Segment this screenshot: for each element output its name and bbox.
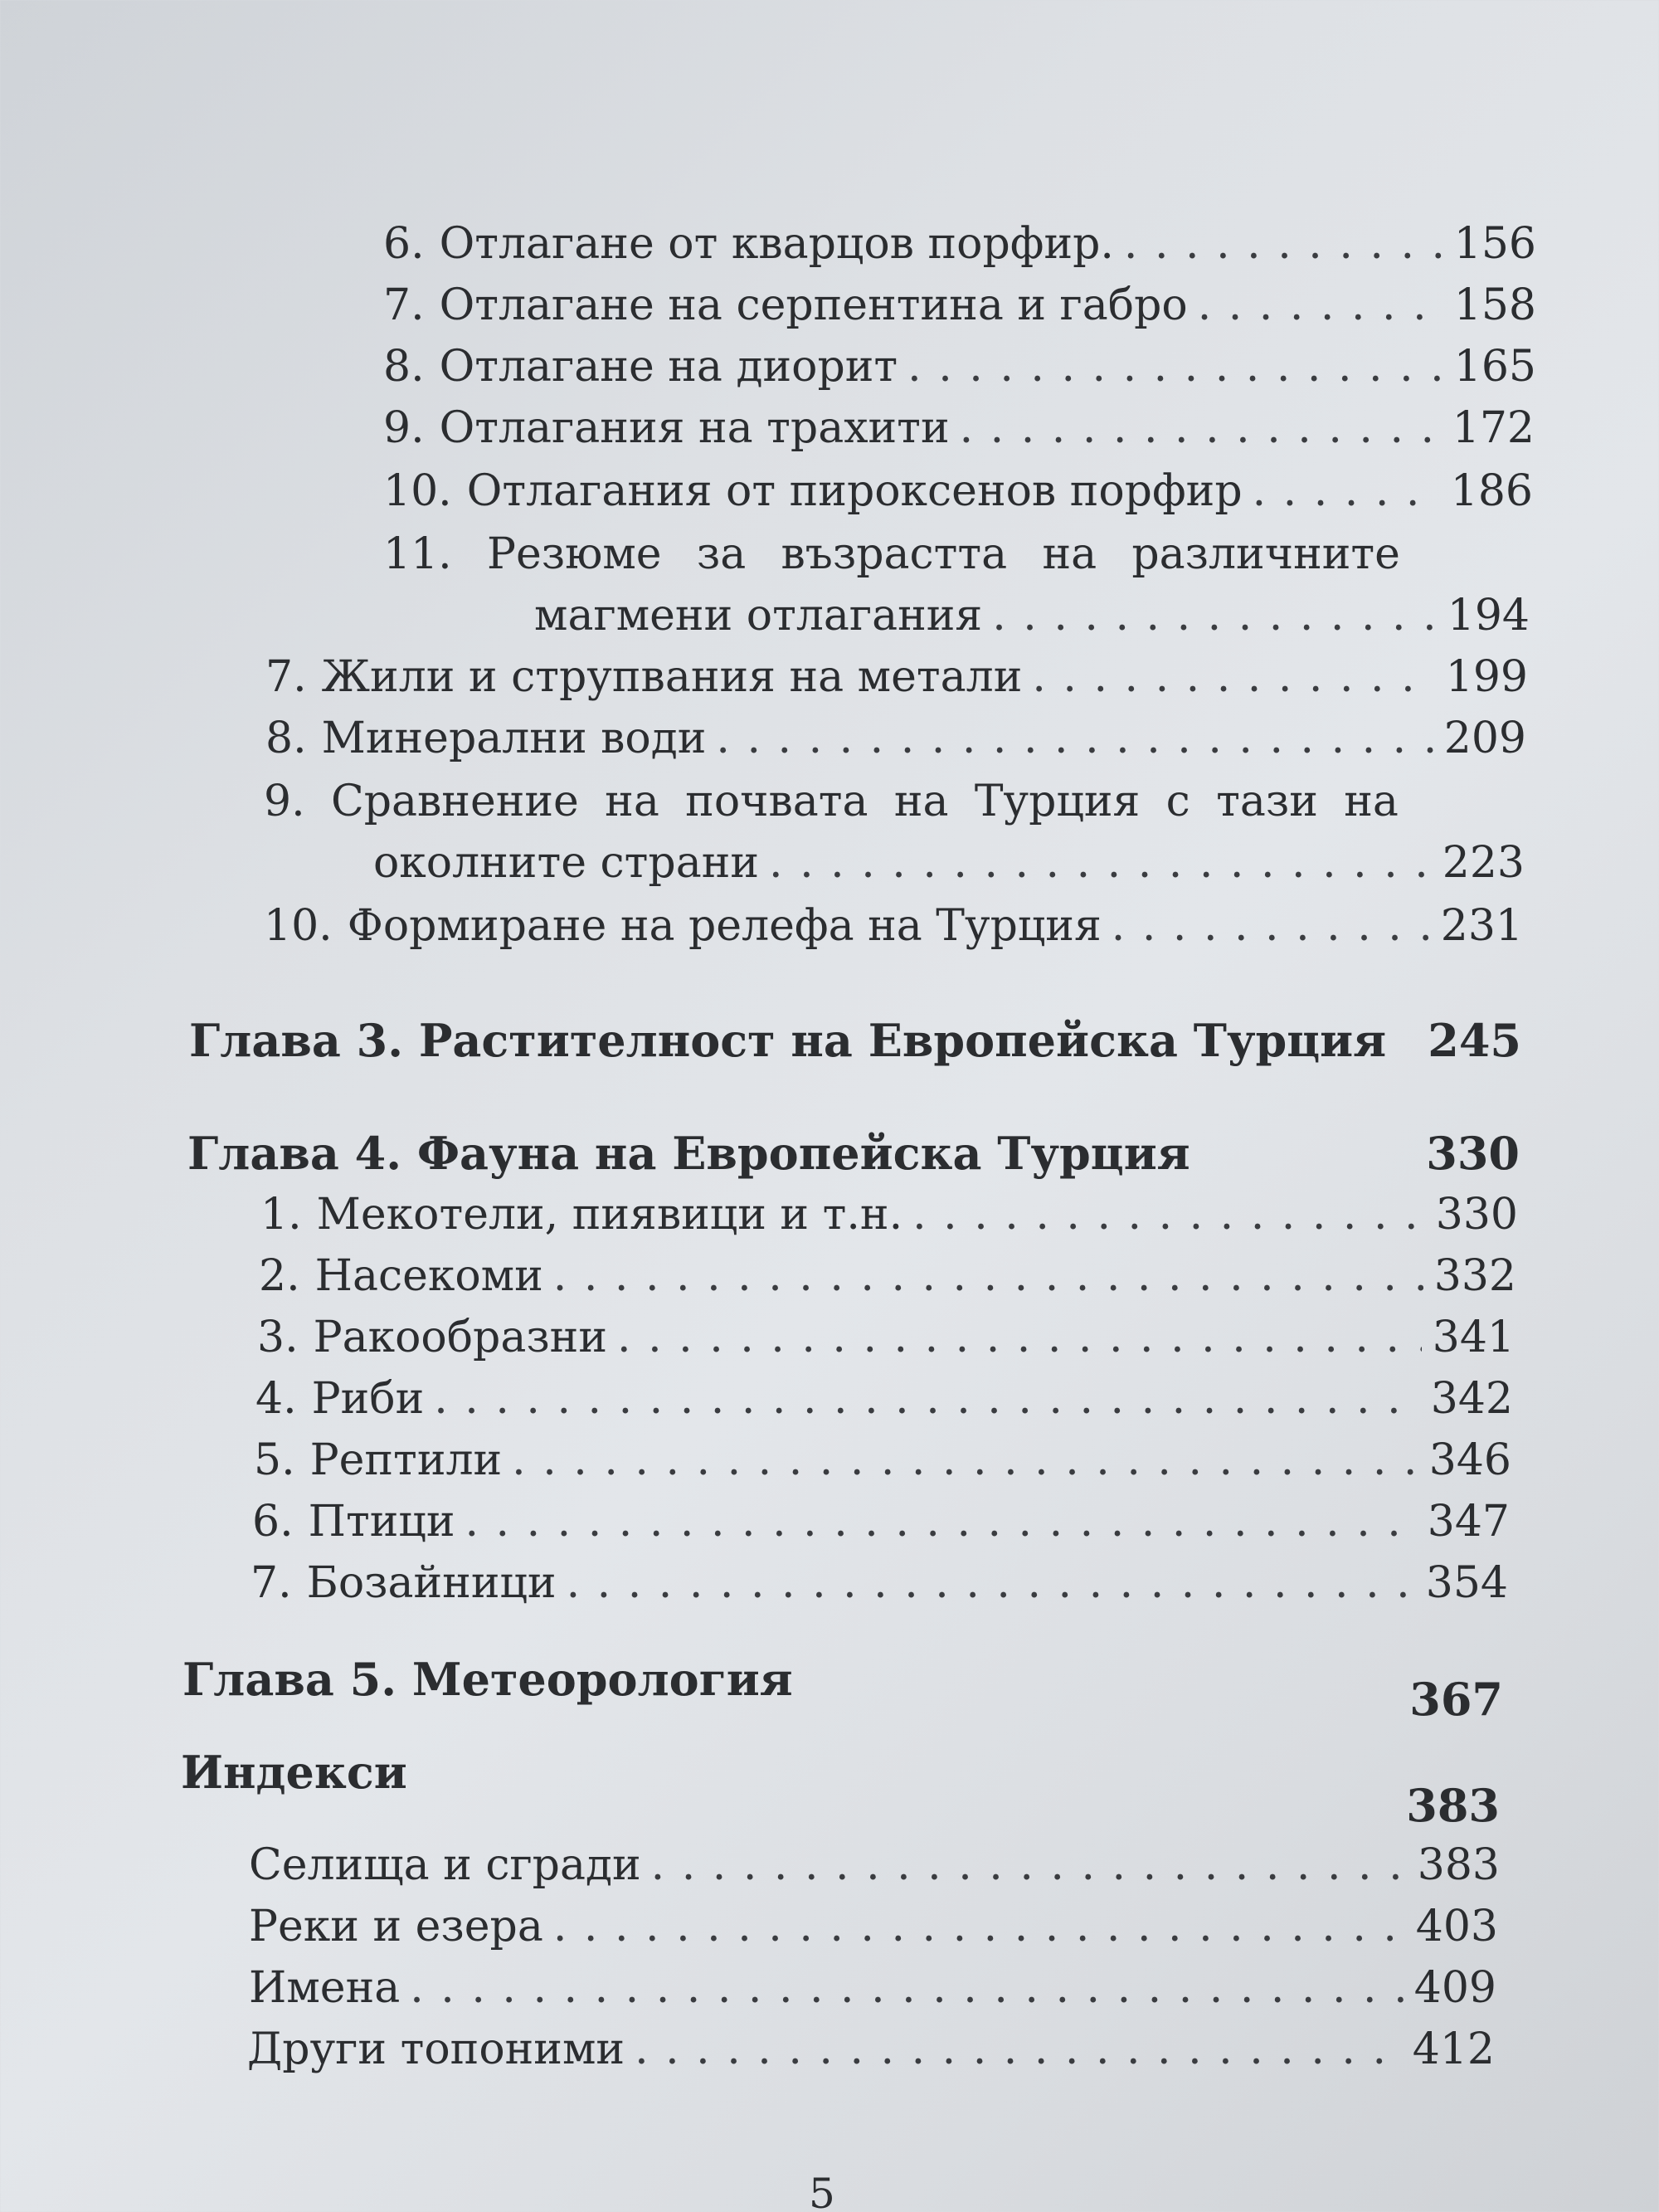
entry-title: Отлагания от пироксенов порфир	[466, 466, 1243, 516]
entry-title: Мекотели, пиявици и т.н.	[316, 1190, 903, 1240]
chapter-title: Глава 3. Растителност на Европейска Турция	[189, 1014, 1387, 1067]
entry-word: тази	[1216, 777, 1318, 826]
dot-leader	[1124, 217, 1443, 270]
chapter-entry	[187, 1127, 1520, 1180]
chapter-title: Глава 5. Метеорология	[182, 1653, 793, 1706]
toc-entry-continuation	[534, 589, 1530, 642]
chapter-entry	[189, 1014, 1521, 1067]
entry-page: 172	[1452, 403, 1535, 453]
dot-leader	[912, 1188, 1425, 1241]
entry-number: 6.	[383, 219, 425, 269]
chapter-page: 330	[1426, 1127, 1520, 1180]
toc-entry	[383, 465, 1533, 518]
entry-page: 231	[1440, 901, 1523, 951]
entry-word: с	[1165, 777, 1190, 826]
dot-leader	[1253, 465, 1440, 518]
entry-page: 354	[1425, 1558, 1508, 1608]
entry-number: 7.	[265, 652, 307, 702]
entry-word: различните	[1131, 529, 1400, 579]
entry-page: 409	[1413, 1963, 1496, 2013]
entry-page: 199	[1445, 652, 1528, 702]
entry-page: 194	[1447, 591, 1530, 641]
entry-number: 8.	[383, 342, 425, 392]
entry-title: Отлагане на серпентина и габро	[439, 280, 1188, 330]
dot-leader	[1112, 899, 1430, 953]
entry-page: 332	[1433, 1251, 1516, 1301]
dot-leader	[1198, 279, 1443, 332]
entry-page: 403	[1415, 1902, 1498, 1951]
entry-number: 7.	[383, 280, 425, 330]
entry-word: Турция	[974, 777, 1141, 826]
entry-number: 6.	[252, 1497, 294, 1547]
entry-title: Отлагания на трахити	[439, 403, 950, 453]
entry-page: 412	[1412, 2024, 1495, 2074]
entry-title: Насекоми	[314, 1251, 543, 1301]
entry-page: 209	[1443, 714, 1526, 763]
entry-page: 342	[1430, 1374, 1513, 1424]
entry-page: 346	[1428, 1435, 1511, 1485]
entry-title: магмени отлагания	[534, 591, 983, 641]
dot-leader	[992, 589, 1437, 642]
entry-number: 9.	[383, 403, 425, 453]
toc-entry	[259, 1250, 1516, 1303]
dot-leader	[434, 1372, 1420, 1425]
entry-number: 11.	[383, 529, 452, 579]
entry-title: Реки и езера	[249, 1902, 543, 1951]
entry-word: Резюме	[486, 529, 662, 579]
toc-entry-continuation	[373, 836, 1525, 889]
entry-number: 3.	[257, 1313, 299, 1362]
toc-entry	[249, 1961, 1496, 2015]
entry-word: на	[1042, 529, 1097, 579]
entry-page: 330	[1435, 1190, 1518, 1240]
toc-entry-head	[264, 775, 1399, 828]
dot-leader	[960, 402, 1442, 455]
toc-entry	[260, 1188, 1518, 1241]
toc-entry	[247, 2023, 1495, 2076]
toc-entry	[383, 340, 1536, 393]
entry-title: Имена	[249, 1963, 401, 2013]
dot-leader	[567, 1557, 1415, 1610]
dot-leader	[651, 1839, 1407, 1892]
chapter-title: Глава 4. Фауна на Европейска Турция	[187, 1127, 1190, 1180]
entry-word: за	[696, 529, 747, 579]
entry-number: 10.	[264, 901, 333, 951]
entry-word: на	[1344, 777, 1399, 826]
entry-title: Други топоними	[247, 2024, 625, 2074]
entry-title: Рептили	[309, 1435, 503, 1485]
entry-number: 4.	[255, 1374, 297, 1424]
entry-title: околните страни	[373, 838, 760, 888]
toc-entry	[255, 1372, 1513, 1425]
entry-page: 165	[1453, 342, 1536, 392]
toc-entry	[383, 217, 1536, 270]
chapter-page: 383	[1406, 1779, 1500, 1832]
entry-word: почвата	[685, 777, 868, 826]
entry-title: Отлагане на диорит	[439, 342, 898, 392]
entry-page: 158	[1453, 280, 1536, 330]
entry-word: на	[893, 777, 949, 826]
chapter-page: 245	[1428, 1014, 1521, 1067]
entry-title: Минерални води	[321, 714, 707, 763]
entry-page: 223	[1442, 838, 1525, 888]
dot-leader	[465, 1495, 1418, 1548]
entry-title: Жили и струпвания на метали	[321, 652, 1023, 702]
dot-leader	[617, 1311, 1422, 1364]
entry-page: 341	[1432, 1313, 1515, 1362]
toc-entry	[249, 1900, 1498, 1953]
entry-number: 10.	[383, 466, 452, 516]
entry-number: 8.	[265, 714, 307, 763]
dot-leader	[716, 712, 1433, 765]
toc-entry	[252, 1495, 1510, 1548]
entry-page: 383	[1417, 1840, 1500, 1890]
toc-entry	[249, 1839, 1500, 1892]
entry-number: 7.	[251, 1558, 292, 1608]
toc-entry	[383, 402, 1535, 455]
chapter-entry	[182, 1653, 1503, 1726]
toc-entry	[251, 1557, 1508, 1610]
entry-number: 9.	[264, 777, 305, 826]
entry-number: 1.	[260, 1190, 302, 1240]
toc-entry-head	[383, 528, 1400, 581]
toc-entry	[257, 1311, 1515, 1364]
toc-entry	[383, 279, 1536, 332]
toc-entry	[265, 650, 1528, 704]
dot-leader	[769, 836, 1432, 889]
dot-leader	[553, 1900, 1405, 1953]
toc-entry	[254, 1434, 1511, 1487]
entry-page: 156	[1453, 219, 1536, 269]
chapter-entry	[181, 1746, 1500, 1832]
entry-title: Формиране на релефа на Турция	[347, 901, 1102, 951]
entry-title: Бозайници	[306, 1558, 557, 1608]
entry-title: Селища и сгради	[249, 1840, 641, 1890]
entry-page: 347	[1427, 1497, 1510, 1547]
dot-leader	[553, 1250, 1423, 1303]
chapter-title: Индекси	[181, 1746, 407, 1799]
entry-title: Птици	[308, 1497, 455, 1547]
dot-leader	[512, 1434, 1418, 1487]
dot-leader	[635, 2023, 1402, 2076]
page-number: 5	[809, 2170, 835, 2212]
chapter-page: 367	[1409, 1673, 1503, 1726]
entry-page: 186	[1450, 466, 1533, 516]
entry-title: Отлагане от кварцов порфир.	[439, 219, 1114, 269]
toc-entry	[265, 712, 1526, 765]
toc-entry	[264, 899, 1523, 953]
entry-word: възрастта	[781, 529, 1008, 579]
entry-title: Риби	[311, 1374, 425, 1424]
dot-leader	[410, 1961, 1404, 2015]
entry-number: 5.	[254, 1435, 295, 1485]
entry-word: на	[605, 777, 659, 826]
entry-word: Сравнение	[330, 777, 579, 826]
dot-leader	[1032, 650, 1435, 704]
entry-number: 2.	[259, 1251, 300, 1301]
dot-leader	[907, 340, 1443, 393]
entry-title: Ракообразни	[313, 1313, 608, 1362]
